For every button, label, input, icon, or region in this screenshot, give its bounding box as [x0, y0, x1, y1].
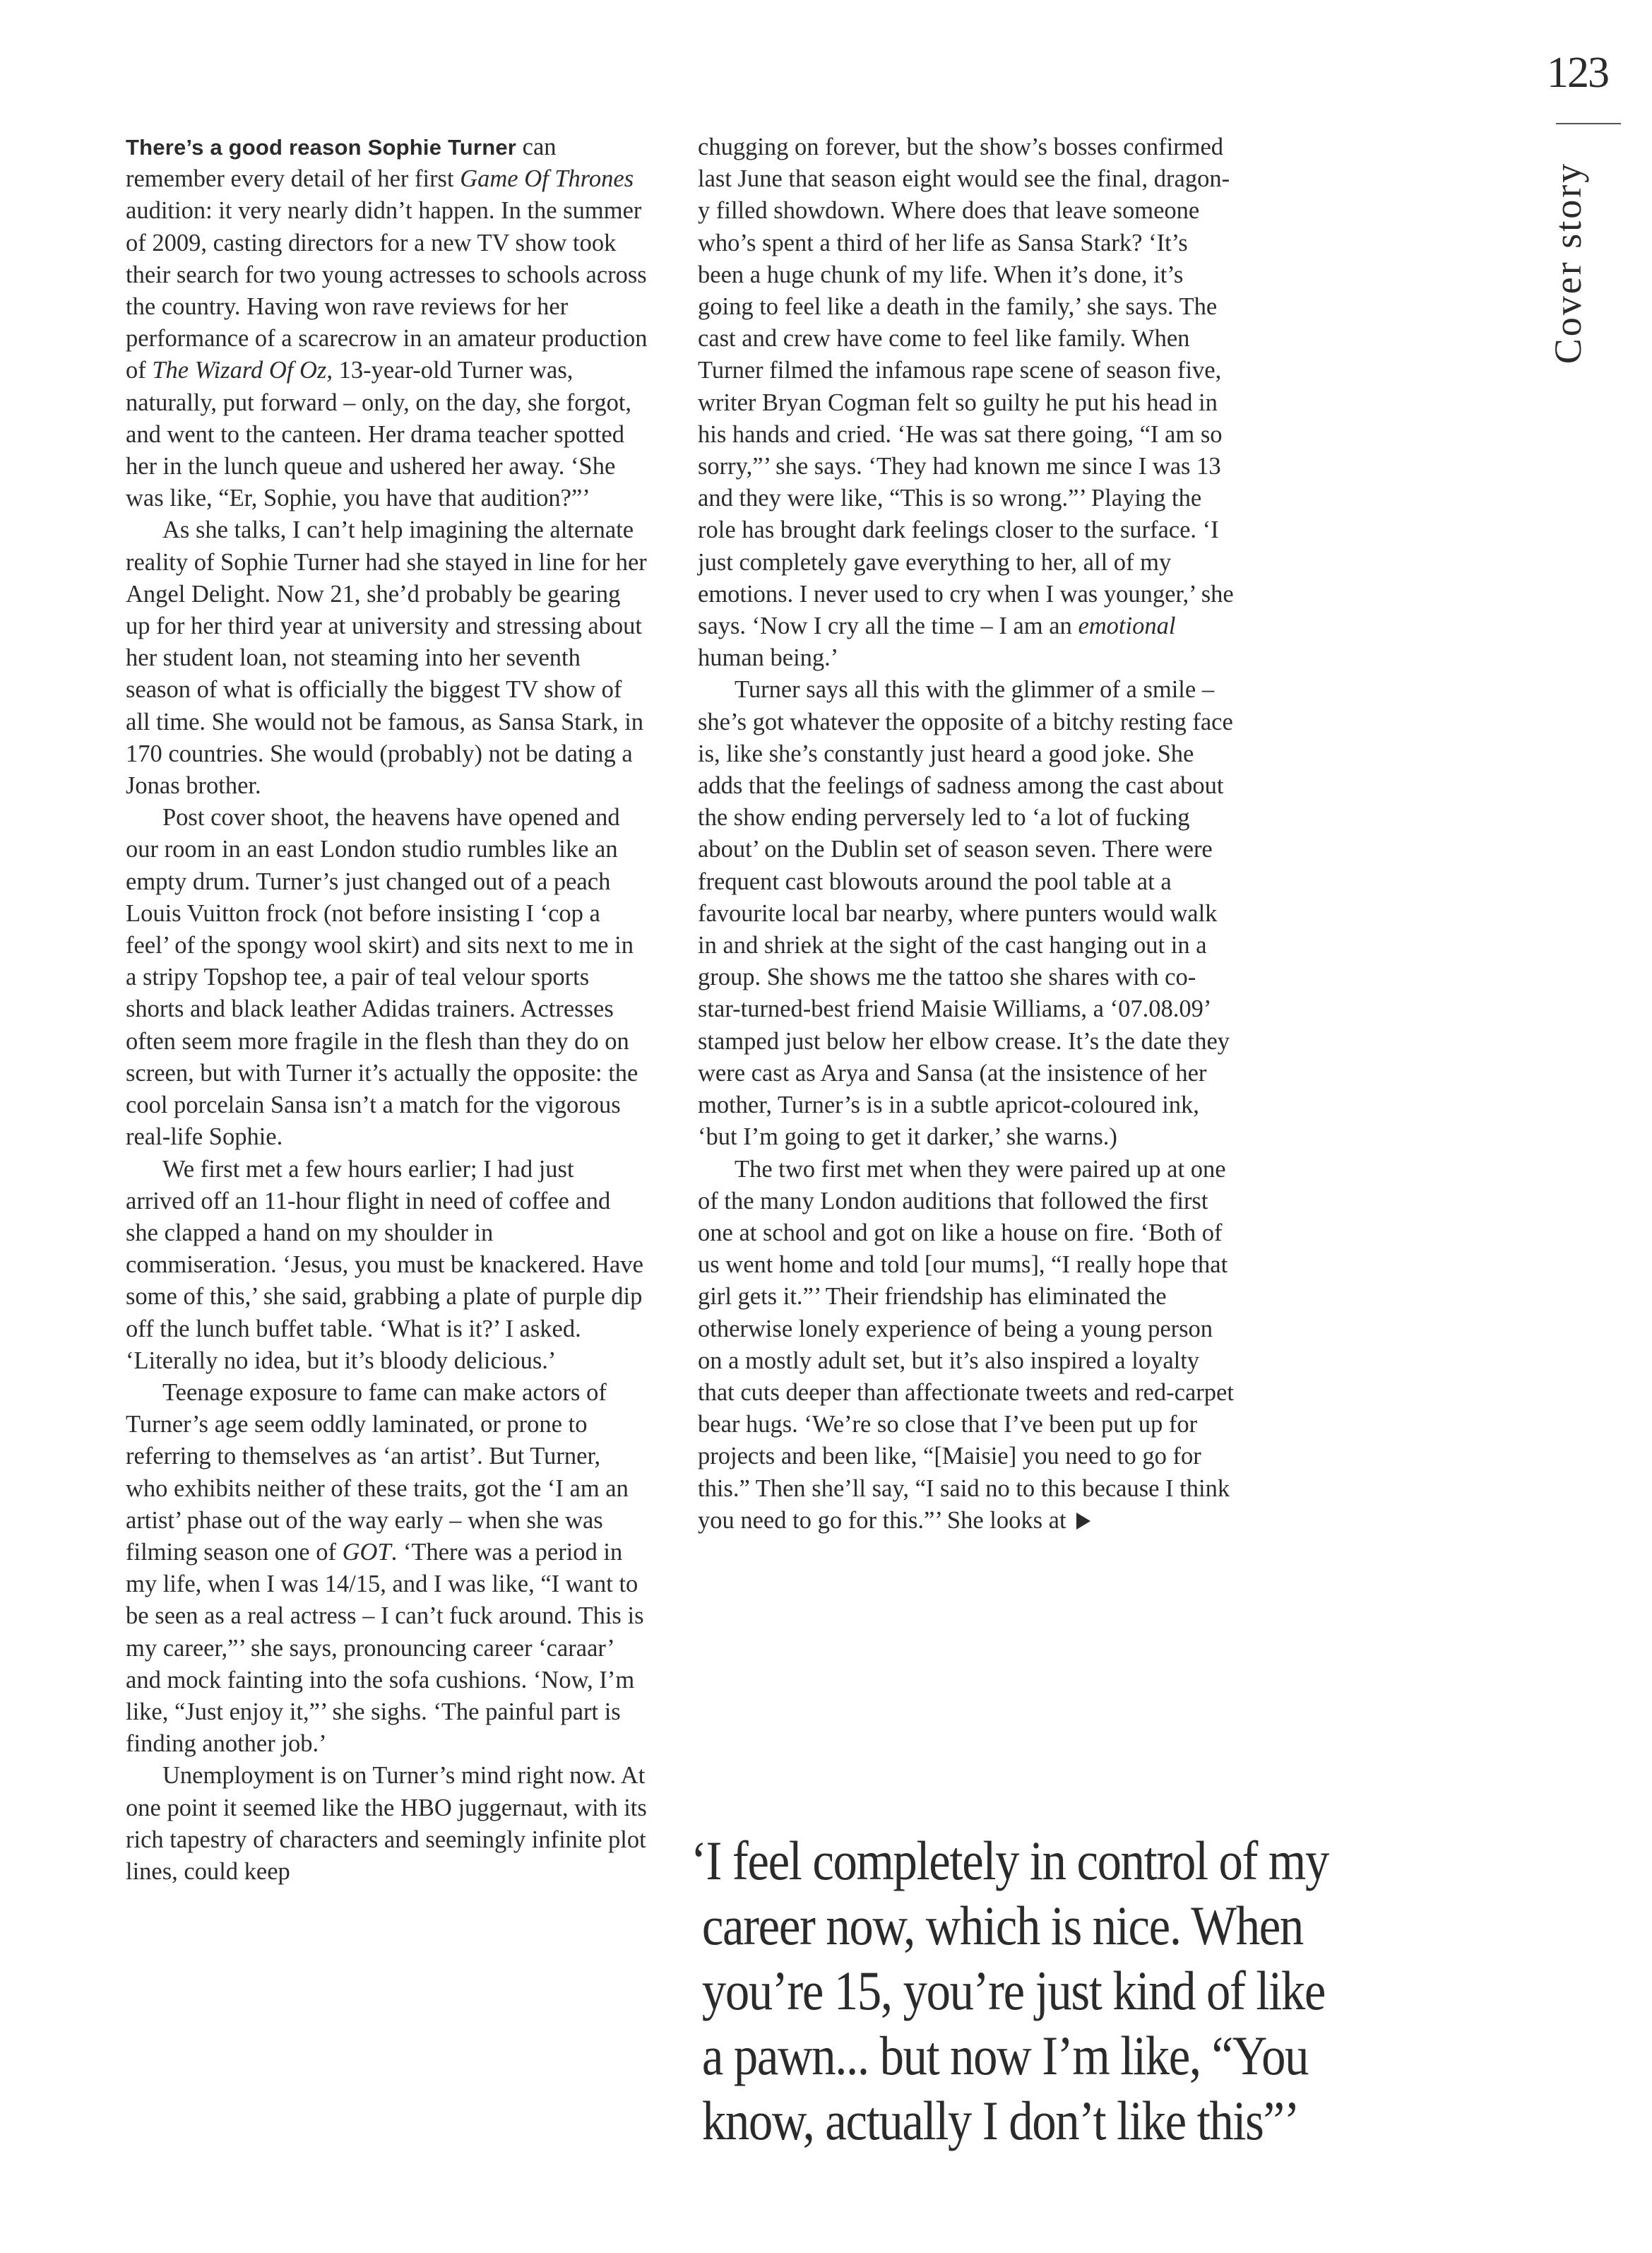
pull-quote-line: a pawn... but now I’m like, “You — [701, 2025, 1309, 2086]
section-label-text: Cover story — [1547, 161, 1589, 365]
text-run: As she talks, I can’t help imagining the alternate reality of Sophie Turner had she stayed in line for her Angel Delight. Now 21, she’d probably be gearing up for her third year at university and stressing about her student loan, not steaming into her seventh season of what is officially the biggest TV show of all time. She would not be famous, as Sansa Stark, in 170 countries. She would (probably) not be dating a Jonas brother. — [126, 516, 647, 800]
pull-quote-line: know, actually I don’t like this”’ — [701, 2090, 1300, 2151]
text-run: chugging on forever, but the show’s bosses confirmed last June that season eight would see the final, dragon-y filled showdown. Where does that leave someone who’s spent a third of her life as Sansa Stark? ‘It’s been a huge chunk of my life. When it’s done, it’s going to feel like a death in the family,’ she says. The cast and crew have come to feel like family. When Turner filmed the infamous rape scene of season five, writer Bryan Cogman felt so guilty he put his head in his hands and cried. ‘He was sat there going, “I am so sorry,”’ she says. ‘They had known me since I was 13 and they were like, “This is so wrong.”’ Playing the role has brought dark feelings closer to the surface. ‘I just completely gave everything to her, all of my emotions. I never used to cry when I was younger,’ she says. ‘Now I cry all the time – I am an — [698, 134, 1234, 640]
lead-in-text: There’s a good reason Sophie Turner — [126, 135, 517, 160]
article-column-right — [698, 131, 1235, 1537]
text-run: The two first met when they were paired up at one of the many London auditions that followed the first one at school and got on like a house on fire. ‘Both of us went home and told [our mums], “I really hope that girl gets it.”’ Their friendship has eliminated the otherwise lonely experience of being a young person on a mostly adult set, but it’s also inspired a loyalty that cuts deeper than affectionate tweets and red-carpet bear hugs. ‘We’re so close that I’ve been put up for projects and been like, “[Maisie] you need to go for this.” Then she’ll say, “I said no to this because I think you need to go for this.”’ She looks at — [698, 1155, 1234, 1534]
text-run: audition: it very nearly didn’t happen. In the summer of 2009, casting directors for a new TV show took their search for two young actresses to schools across the country. Having won rave reviews for her performance of a scarecrow in an amateur production of — [126, 197, 648, 384]
text-run: Post cover shoot, the heavens have opened and our room in an east London studio rumbles like an empty drum. Turner’s just changed out of a peach Louis Vuitton frock (not before insisting I ‘cop a feel’ of the spongy wool skirt) and sits next to me in a stripy Topshop tee, a pair of teal velour sports shorts and black leather Adidas trainers. Actresses often seem more fragile in the flesh than they do on screen, but with Turner it’s actually the opposite: the cool porcelain Sansa isn’t a match for the vigorous real-life Sophie. — [126, 804, 638, 1151]
section-label — [1536, 143, 1600, 383]
text-run: Unemployment is on Turner’s mind right now. At one point it seemed like the HBO juggernaut, with its rich tapestry of characters and seemingly infinite plot lines, could keep — [126, 1762, 647, 1885]
text-run: . ‘There was a period in my life, when I was 14/15, and I was like, “I want to be seen as a real actress – I can’t fuck around. This is my career,”’ she says, pronouncing career ‘caraar’ and mock fainting into the sofa cushions. ‘Now, I’m like, “Just enjoy it,”’ she sighs. ‘The painful part is finding another job.’ — [126, 1538, 644, 1758]
continue-arrow-icon — [1076, 1513, 1091, 1530]
italic-title: emotional — [1078, 613, 1176, 640]
article-paragraph — [698, 131, 1235, 674]
text-run: can remember every detail of her first — [126, 134, 557, 193]
text-run: Turner says all this with the glimmer of a smile – she’s got whatever the opposite of a bitchy resting face is, like she’s constantly just heard a good joke. She adds that the feelings of sadness among the cast about the show ending perversely led to ‘a lot of fucking about’ on the Dublin set of season seven. There were frequent cast blowouts around the pool table at a favourite local bar nearby, where punters would walk in and shriek at the sight of the cast hanging out in a group. She shows me the tattoo she shares with co-star-turned-best friend Maisie Williams, a ‘07.08.09’ stamped just below her elbow crease. It’s the date they were cast as Arya and Sansa (at the insistence of her mother, Turner’s is in a subtle apricot-coloured ink, ‘but I’m going to get it darker,’ she warns.) — [698, 676, 1233, 1151]
article-paragraph — [698, 674, 1235, 1153]
pull-quote-line: career now, which is nice. When — [701, 1895, 1303, 1956]
text-run: Teenage exposure to fame can make actors of Turner’s age seem oddly laminated, or prone to referring to themselves as ‘an artist’. But Turner, who exhibits neither of these traits, got the ‘I am an artist’ phase out of the way early – when she was filming season one of — [126, 1378, 629, 1566]
section-divider — [1556, 123, 1621, 124]
article-paragraph — [698, 1154, 1235, 1537]
pull-quote-line: ‘I feel completely in control of my — [691, 1830, 1329, 1891]
italic-title: Game Of Thrones — [460, 165, 634, 193]
italic-title: GOT — [342, 1538, 391, 1566]
pull-quote — [691, 1828, 1406, 2153]
article-paragraph — [126, 1377, 648, 1760]
article-paragraph — [126, 802, 648, 1153]
article-paragraph — [126, 1760, 648, 1888]
article-column-left — [126, 131, 648, 1888]
article-paragraph — [126, 1154, 648, 1377]
article-paragraph — [126, 131, 648, 514]
page-number: 123 — [1547, 49, 1608, 97]
italic-title: The Wizard Of Oz, — [152, 357, 333, 384]
text-run: 13-year-old Turner was, naturally, put forward – only, on the day, she forgot, and went to the canteen. Her drama teacher spotted her in the lunch queue and ushered her away. ‘She was like, “Er, Sophie, you have that audition?”’ — [126, 357, 632, 512]
text-run: human being.’ — [698, 644, 839, 672]
article-paragraph — [126, 514, 648, 802]
pull-quote-line: you’re 15, you’re just kind of like — [701, 1960, 1325, 2021]
text-run: We first met a few hours earlier; I had just arrived off an 11-hour flight in need of coffee and she clapped a hand on my shoulder in commiseration. ‘Jesus, you must be knackered. Have some of this,’ she said, grabbing a plate of purple dip off the lunch buffet table. ‘What is it?’ I asked. ‘Literally no idea, but it’s bloody delicious.’ — [126, 1155, 643, 1374]
